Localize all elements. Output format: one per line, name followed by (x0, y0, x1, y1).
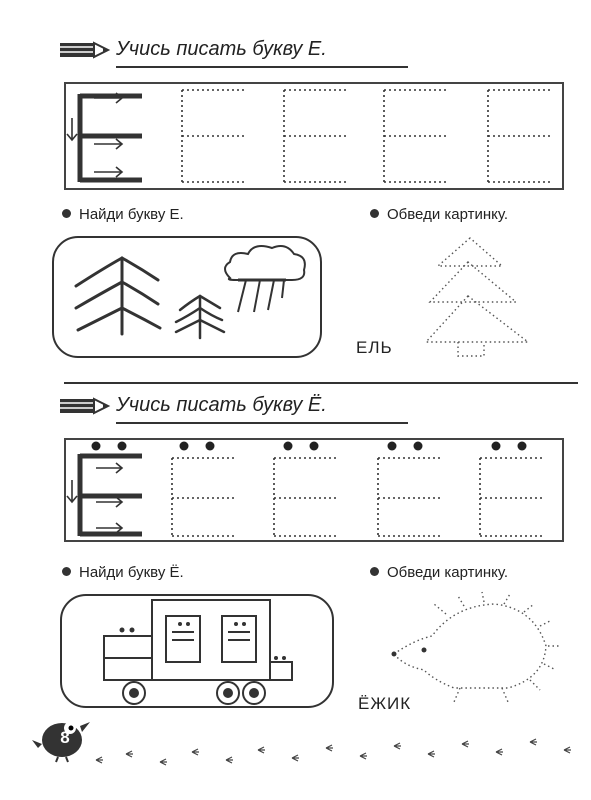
letter-e-tracing-box (64, 82, 564, 190)
page-number: 8 (60, 728, 70, 747)
bullet-dot (370, 209, 379, 218)
section1-title-text: Учись писать букву Е. (116, 38, 327, 60)
yo-dots (92, 442, 527, 451)
model-letter-yo (67, 454, 142, 536)
instruction-trace-2: Обведи картинку. (370, 564, 508, 581)
bullet-dot (370, 567, 379, 576)
find-e-picture-frame (52, 236, 322, 358)
small-tree-drawing (176, 296, 224, 338)
title-underline (116, 422, 408, 424)
section2-title-text: Учись писать букву Ё. (116, 394, 327, 416)
instruction-trace-1: Обведи картинку. (370, 206, 508, 223)
dotted-hedgehog-drawing (384, 596, 564, 706)
truck-drawing (104, 600, 292, 704)
word-yozhik: ЁЖИК (358, 694, 412, 713)
pencil-icon (60, 40, 110, 60)
title-underline (116, 66, 408, 68)
instruction-find-yo: Найди букву Ё. (62, 564, 184, 581)
bullet-dot (62, 209, 71, 218)
model-letter-e (67, 93, 142, 182)
bird-footprints-decoration (86, 730, 586, 770)
bullet-dot (62, 567, 71, 576)
rain-cloud-drawing (225, 246, 305, 312)
tree-drawing (76, 258, 160, 334)
dotted-letters-e (182, 90, 550, 182)
dotted-letters-yo (172, 458, 542, 536)
section-divider (64, 382, 578, 384)
find-yo-picture-frame (60, 594, 334, 708)
pencil-icon (60, 396, 110, 416)
dotted-fir-tree-drawing (420, 232, 560, 362)
letter-yo-tracing-box (64, 438, 564, 542)
word-el: ЕЛЬ (356, 338, 393, 357)
instruction-find-e: Найди букву Е. (62, 206, 184, 223)
